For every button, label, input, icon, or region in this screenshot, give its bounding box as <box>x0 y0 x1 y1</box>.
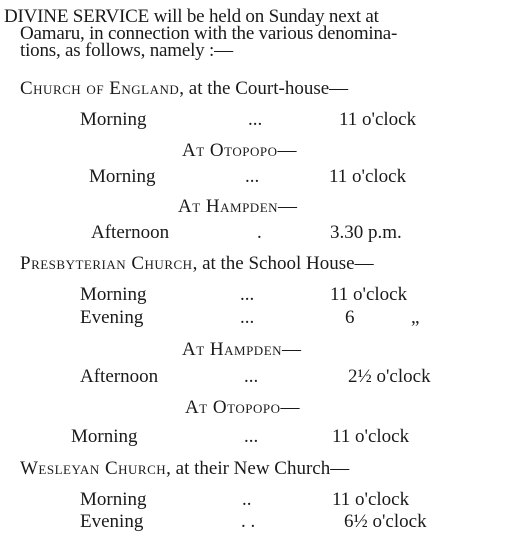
service-time: 3.30 p.m. <box>330 222 402 243</box>
leader-dots: . <box>257 222 262 243</box>
sub-location-heading: At Hampden— <box>178 196 298 217</box>
sub-location-heading: At Otopopo— <box>182 140 297 161</box>
presbyterian-heading <box>20 254 374 274</box>
service-time: 11 o'clock <box>332 489 410 510</box>
service-time: 11 o'clock <box>329 166 407 187</box>
service-label: Morning <box>71 426 138 447</box>
wesleyan-heading <box>20 459 349 479</box>
church-name: Wesleyan Church <box>20 458 167 479</box>
intro-line-1: DIVINE SERVICE will be held on Sunday next at <box>4 6 379 27</box>
service-time: 6 <box>345 307 355 328</box>
service-time: 2½ o'clock <box>348 366 431 387</box>
church-of-england-heading <box>20 79 348 99</box>
service-row <box>0 367 516 389</box>
leader-dots: ... <box>240 307 255 328</box>
service-label: Morning <box>89 166 156 187</box>
sub-location-heading: At Hampden— <box>182 339 302 360</box>
leader-dots: . . <box>241 511 256 532</box>
service-time: 11 o'clock <box>330 284 408 305</box>
service-row <box>0 167 516 189</box>
service-row <box>0 110 516 132</box>
service-row <box>0 308 516 330</box>
service-label: Afternoon <box>91 222 170 243</box>
leader-dots: ... <box>248 109 263 130</box>
leader-dots: ... <box>245 166 260 187</box>
leader-dots: ... <box>244 426 259 447</box>
church-location: , at the School House— <box>192 253 374 274</box>
service-row <box>0 223 516 245</box>
service-time: 11 o'clock <box>339 109 417 130</box>
leader-dots: ... <box>244 366 259 387</box>
church-name: Church of England <box>20 78 180 99</box>
intro-line-3: tions, as follows, namely :— <box>20 40 233 61</box>
service-label: Afternoon <box>80 366 159 387</box>
service-label: Evening <box>80 511 144 532</box>
service-label: Morning <box>80 489 147 510</box>
ditto-mark: „ <box>411 307 420 328</box>
service-row <box>0 490 516 512</box>
service-row <box>0 512 516 534</box>
service-time: 6½ o'clock <box>344 511 427 532</box>
leader-dots: ... <box>240 284 255 305</box>
service-label: Morning <box>80 284 147 305</box>
church-name: Presbyterian Church <box>20 253 193 274</box>
service-label: Morning <box>80 109 147 130</box>
intro-line-2: Oamaru, in connection with the various denomina- <box>20 23 398 44</box>
sub-location-heading: At Otopopo— <box>185 397 300 418</box>
church-location: , at the Court-house— <box>179 78 349 99</box>
service-label: Evening <box>80 307 144 328</box>
church-location: , at their New Church— <box>166 458 350 479</box>
service-row <box>0 285 516 307</box>
service-row <box>0 427 516 449</box>
leader-dots: .. <box>242 489 252 510</box>
service-time: 11 o'clock <box>332 426 410 447</box>
